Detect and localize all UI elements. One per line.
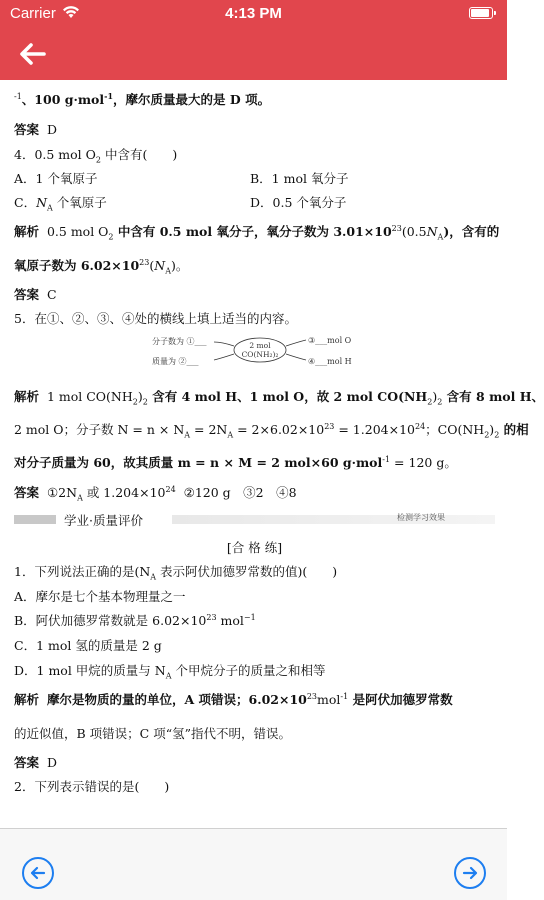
- answer-line: 答案 D: [14, 122, 57, 137]
- question-5: 5．在①、②、③、④处的横线上填上适当的内容。: [14, 311, 297, 326]
- option-4d: D．0.5 个氧分子: [250, 195, 347, 210]
- diagram-right-top: ③___mol O: [308, 336, 352, 345]
- banner-tag: 检测学习效果: [397, 513, 445, 522]
- arrow-right-icon: [461, 864, 479, 882]
- option-1c: C．1 mol 氢的质量是 2 g: [14, 638, 162, 653]
- nav-bar: [0, 28, 507, 80]
- section-heading: [合 格 练]: [226, 540, 283, 555]
- analysis-5-cont2: 对分子质量为 60，故其质量 m = n × M = 2 mol×60 g·mol$^{-1}$ = 120 g。: [14, 454, 457, 470]
- diagram-left-top: 分子数为 ①___: [152, 337, 207, 346]
- analysis-1: 解析 摩尔是物质的量的单位，A 项错误；$6.02\times 10^{23}mol^{-1}$ 是阿伏加德罗常数: [14, 691, 453, 707]
- diagram-right-bottom: ④___mol H: [308, 357, 352, 366]
- answer-line: 答案 $①2N_A$ 或 $1.204\times 10^{24}$ ②120 g ③2 ④8: [14, 484, 297, 503]
- analysis-4: 解析 0.5 mol $O_2$ 中含有 0.5 mol 氧分子，氧分子数为 $3.01\times 10^{23}(0.5N_A)$，含有的: [14, 223, 500, 242]
- option-4b: B．1 mol 氧分子: [250, 171, 349, 186]
- diagram-center-top: 2 mol: [249, 341, 271, 350]
- answer-line: 答案 C: [14, 287, 57, 302]
- bottom-toolbar: [0, 828, 507, 900]
- section-banner: [14, 512, 495, 526]
- status-bar: [0, 0, 507, 28]
- carrier-label: Carrier: [10, 5, 56, 22]
- clock: 4:13 PM: [225, 5, 282, 22]
- molecule-diagram: [150, 330, 370, 370]
- banner-bar: [14, 515, 56, 524]
- question-1: 1．下列说法正确的是($N_A$ 表示阿伏加德罗常数的值)( ): [14, 564, 338, 582]
- back-arrow-icon: [14, 36, 50, 72]
- banner-bar: [172, 515, 495, 524]
- next-button[interactable]: [454, 857, 486, 889]
- analysis-5-cont: 2 mol O；分子数 $N = n \times N_A = 2N_A = 2\times 6.02\times 10^{23} = 1.204\times 10^{24}$；$CO(NH_2)_2$ 的相: [14, 421, 529, 440]
- previous-button[interactable]: [22, 857, 54, 889]
- diagram-left-bottom: 质量为 ②___: [152, 357, 199, 366]
- question-4: 4．0.5 mol $O_2$ 中含有( ): [14, 147, 178, 165]
- banner-title: 学业·质量评价: [64, 513, 143, 528]
- diagram-center-bottom: CO(NH₂)₂: [241, 350, 279, 359]
- option-1a: A．摩尔是七个基本物理量之一: [14, 589, 186, 604]
- analysis-5: 解析 1 mol $CO(NH_2)_2$ 含有 4 mol H、1 mol O，故 2 mol $CO(NH_2)_2$ 含有 8 mol H、: [14, 389, 544, 407]
- arrow-left-icon: [29, 864, 47, 882]
- question-2: 2．下列表示错误的是( ): [14, 779, 170, 794]
- analysis-1-cont: 的近似值，B 项错误；C 项“氢”指代不明，错误。: [14, 726, 291, 741]
- text-line: $^{-1}$、100 g·mol$^{-1}$，摩尔质量最大的是 D 项。: [14, 90, 271, 107]
- option-4a: A．1 个氧原子: [14, 171, 98, 186]
- option-1b: B．阿伏加德罗常数就是 $6.02\times 10^{23}$ mol$^{-1}$: [14, 612, 256, 628]
- option-1d: D．1 mol 甲烷的质量与 $N_A$ 个甲烷分子的质量之和相等: [14, 663, 326, 681]
- document-content: [0, 80, 544, 828]
- answer-line: 答案 D: [14, 755, 57, 770]
- option-4c: C．$N_A$ 个氧原子: [14, 195, 107, 213]
- analysis-4-cont: 氧原子数为 $6.02\times 10^{23}(N_A)$。: [14, 257, 189, 276]
- back-button[interactable]: [14, 36, 50, 72]
- battery-icon: [469, 7, 493, 19]
